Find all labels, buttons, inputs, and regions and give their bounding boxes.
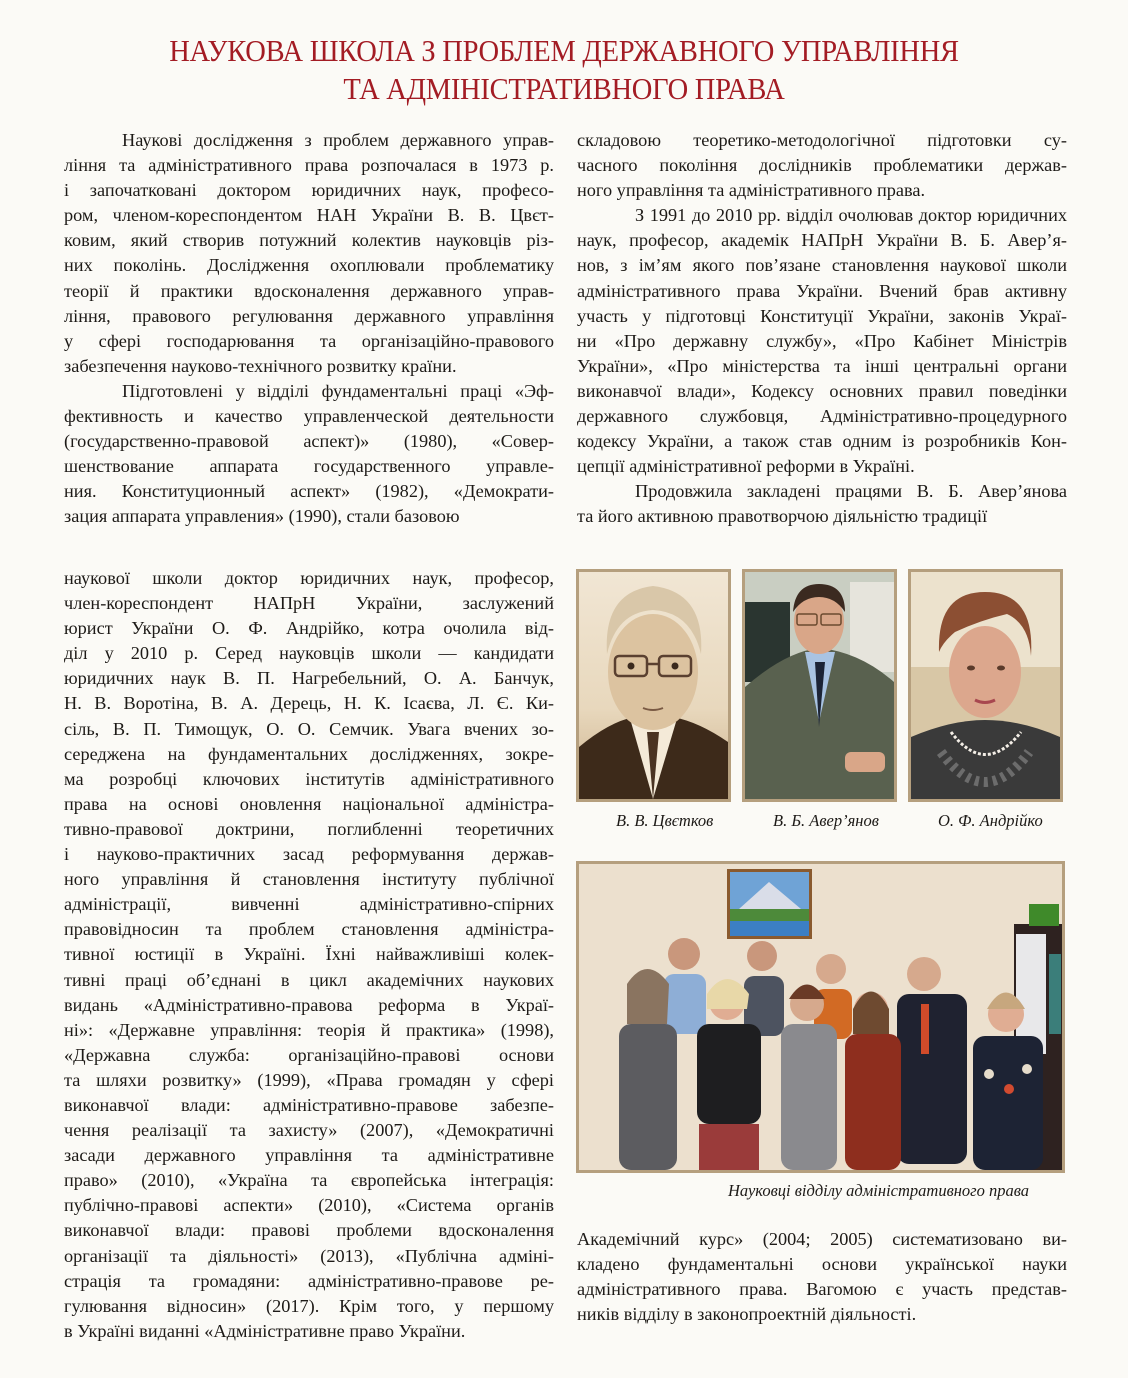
text-line: і науково-практичних засад реформування держав- bbox=[64, 844, 554, 865]
text-line: виконавчої влади: правові проблеми вдосконалення bbox=[64, 1220, 554, 1241]
text-line: наукової школи доктор юридичних наук, професор, bbox=[64, 568, 554, 588]
text-line: теорії й практики вдосконалення державного управ- bbox=[64, 280, 554, 301]
text-line: правовідносин та проблем становлення адміністра- bbox=[64, 919, 554, 940]
text-line: ма розробці ключових інститутів адміністративного bbox=[64, 768, 554, 789]
text-line: публічно-правові аспекти» (2010), «Система органів bbox=[64, 1195, 554, 1216]
text-line: виконавчої влади», Кодексу основних правил поведінки bbox=[577, 380, 1067, 401]
portrait-illustration bbox=[579, 572, 728, 799]
text-line: ни «Про державну службу», «Про Кабінет Міністрів bbox=[577, 330, 1067, 351]
text-line: середжена на фундаментальних дослідженнях, зокре- bbox=[64, 743, 554, 764]
text-line: чення реалізації та захисту» (2007), «Демократичні bbox=[64, 1120, 554, 1141]
text-line: З 1991 до 2010 рр. відділ очолював доктор юридичних bbox=[635, 205, 1067, 226]
text-line: «Державна служба: організаційно-правові основи bbox=[64, 1044, 554, 1065]
text-line: участь у підготовці Конституції України, законів Украї- bbox=[577, 305, 1067, 326]
text-line: шенствование аппарата государственного управле- bbox=[64, 456, 554, 477]
text-line: засади державного управління та адміністративне bbox=[64, 1145, 554, 1166]
text-line: складовою теоретико-методологічної підготовки су- bbox=[577, 130, 1067, 150]
text-line: державного службовця, Адміністративно-процедурного bbox=[577, 406, 1067, 427]
text-line: кладено фундаментальні основи української науки bbox=[577, 1254, 1067, 1275]
text-line: них поколінь. Дослідження охоплювали проблематику bbox=[64, 255, 554, 276]
text-line: цепції адміністративної реформи в Україні. bbox=[577, 456, 915, 477]
portrait-photo-tsvetkov bbox=[576, 569, 731, 802]
text-line: адміністративного права України. Вчений брав активну bbox=[577, 280, 1067, 301]
text-line: фективность и качество управленческой деятельности bbox=[64, 406, 554, 427]
text-line: в Україні виданні «Адміністративне право України. bbox=[64, 1320, 466, 1341]
text-line: адміністративного права. Вагомою є участь представ- bbox=[577, 1279, 1067, 1300]
text-line: видань «Адміністративно-правова реформа в Украї- bbox=[64, 994, 554, 1015]
text-line: ні»: «Державне управління: теорія й практика» (1998), bbox=[64, 1019, 554, 1040]
text-line: тивної юстиції в Україні. Їхні найважливіші колек- bbox=[64, 944, 554, 965]
caption-tsvetkov: В. В. Цвєтков bbox=[616, 811, 714, 830]
text-line: ного управління й становлення інституту публічної bbox=[64, 869, 554, 890]
portrait-photo-averianov bbox=[742, 569, 897, 802]
text-line: права на основі оновлення національної адміністра- bbox=[64, 793, 554, 814]
text-line: тивні праці об’єднані в цикл академічних наукових bbox=[64, 969, 554, 990]
caption-andriiko: О. Ф. Андрійко bbox=[938, 811, 1043, 830]
text-line: нов, з ім’ям якого пов’язане становлення наукової школи bbox=[577, 255, 1067, 276]
text-line: організації та діяльності» (2013), «Публічна адміні- bbox=[64, 1245, 554, 1266]
text-line: ния. Конституционный аспект» (1982), «Демократи- bbox=[64, 481, 554, 502]
page-title bbox=[45, 32, 1083, 108]
text-line: забезпечення науково-технічного розвитку країни. bbox=[64, 355, 457, 376]
paragraph bbox=[64, 566, 554, 1344]
paragraph bbox=[577, 128, 1067, 203]
text-line: сіль, В. П. Тимощук, О. О. Семчик. Увага вчених зо- bbox=[64, 718, 554, 739]
text-line: юридичних наук В. П. Нагребельний, О. А. Банчук, bbox=[64, 668, 554, 689]
text-line: ління, правового регулювання державного управління bbox=[64, 305, 554, 326]
text-line: право» (2010), «Україна та європейська інтеграція: bbox=[64, 1170, 554, 1191]
text-line: Н. В. Воротіна, В. А. Дерець, Н. К. Ісаєва, Л. Є. Ки- bbox=[64, 693, 554, 714]
text-line: зация аппарата управления» (1990), стали базовою bbox=[64, 506, 460, 527]
text-line: гулювання відносин» (2017). Крім того, у першому bbox=[64, 1295, 554, 1316]
text-line: страція та громадяни: адміністративно-правове ре- bbox=[64, 1270, 554, 1291]
paragraph bbox=[64, 379, 554, 530]
text-column-bottom-left bbox=[64, 566, 554, 1344]
portrait-illustration bbox=[911, 572, 1060, 799]
title-line-1: НАУКОВА ШКОЛА З ПРОБЛЕМ ДЕРЖАВНОГО УПРАВЛІННЯ bbox=[169, 33, 959, 68]
text-line: ного управління та адміністративного права. bbox=[577, 180, 926, 201]
text-line: часного покоління дослідників проблематики держав- bbox=[577, 155, 1067, 176]
text-line: юрист України О. Ф. Андрійко, котра очолила від- bbox=[64, 618, 554, 639]
text-line: Продовжила закладені працями В. Б. Авер’янова bbox=[635, 481, 1067, 502]
title-line-2: ТА АДМІНІСТРАТИВНОГО ПРАВА bbox=[343, 71, 785, 106]
text-line: у сфері господарювання та організаційно-правового bbox=[64, 330, 554, 351]
group-photo bbox=[576, 861, 1065, 1173]
group-photo-illustration bbox=[579, 864, 1062, 1170]
text-line: ників відділу в законопроектній діяльності. bbox=[577, 1304, 917, 1325]
text-line: кодексу України, а також став одним із розробників Кон- bbox=[577, 431, 1067, 452]
text-line: України», «Про міністерства та інші центральні органи bbox=[577, 355, 1067, 376]
text-line: ром, членом-кореспондентом НАН України В. В. Цвєт- bbox=[64, 205, 554, 226]
text-line: Академічний курс» (2004; 2005) систематизовано ви- bbox=[577, 1229, 1067, 1249]
text-column-bottom-right bbox=[577, 1227, 1067, 1327]
portrait-illustration bbox=[745, 572, 894, 799]
text-line: член-кореспондент НАПрН України, заслужений bbox=[64, 593, 554, 614]
text-line: ковим, який створив потужний колектив науковців різ- bbox=[64, 230, 554, 251]
text-column-top-left bbox=[64, 128, 554, 530]
caption-averianov: В. Б. Авер’янов bbox=[773, 811, 879, 830]
text-line: діл у 2010 р. Серед науковців школи — кандидати bbox=[64, 643, 554, 664]
paragraph bbox=[64, 128, 554, 379]
wall-painting bbox=[727, 869, 812, 939]
portrait-photo-andriiko bbox=[908, 569, 1063, 802]
text-column-top-right bbox=[577, 128, 1067, 530]
text-line: та його активною правотворчою діяльністю традиції bbox=[577, 506, 988, 527]
text-line: Підготовлені у відділі фундаментальні праці «Эф- bbox=[122, 380, 554, 401]
text-line: Наукові дослідження з проблем державного управ- bbox=[122, 130, 554, 150]
text-line: тивно-правової доктрини, поглибленні теоретичних bbox=[64, 818, 554, 839]
paragraph bbox=[577, 203, 1067, 479]
text-line: ління та адміністративного права розпочалася в 1973 р. bbox=[64, 155, 554, 176]
text-line: виконавчої влади: адміністративно-правове забезпе- bbox=[64, 1094, 554, 1115]
text-line: адміністрації, вивченні адміністративно-спірних bbox=[64, 894, 554, 915]
paragraph bbox=[577, 479, 1067, 529]
paragraph bbox=[577, 1227, 1067, 1327]
text-line: та шляхи розвитку» (1999), «Права громадян у сфері bbox=[64, 1069, 554, 1090]
text-line: наук, професор, академік НАПрН України В. Б. Авер’я- bbox=[577, 230, 1067, 251]
text-line: і започатковані доктором юридичних наук, професо- bbox=[64, 180, 554, 201]
caption-group-photo: Науковці відділу адміністративного права bbox=[728, 1181, 1030, 1200]
text-line: (государственно-правовой аспект)» (1980), «Совер- bbox=[64, 431, 554, 452]
